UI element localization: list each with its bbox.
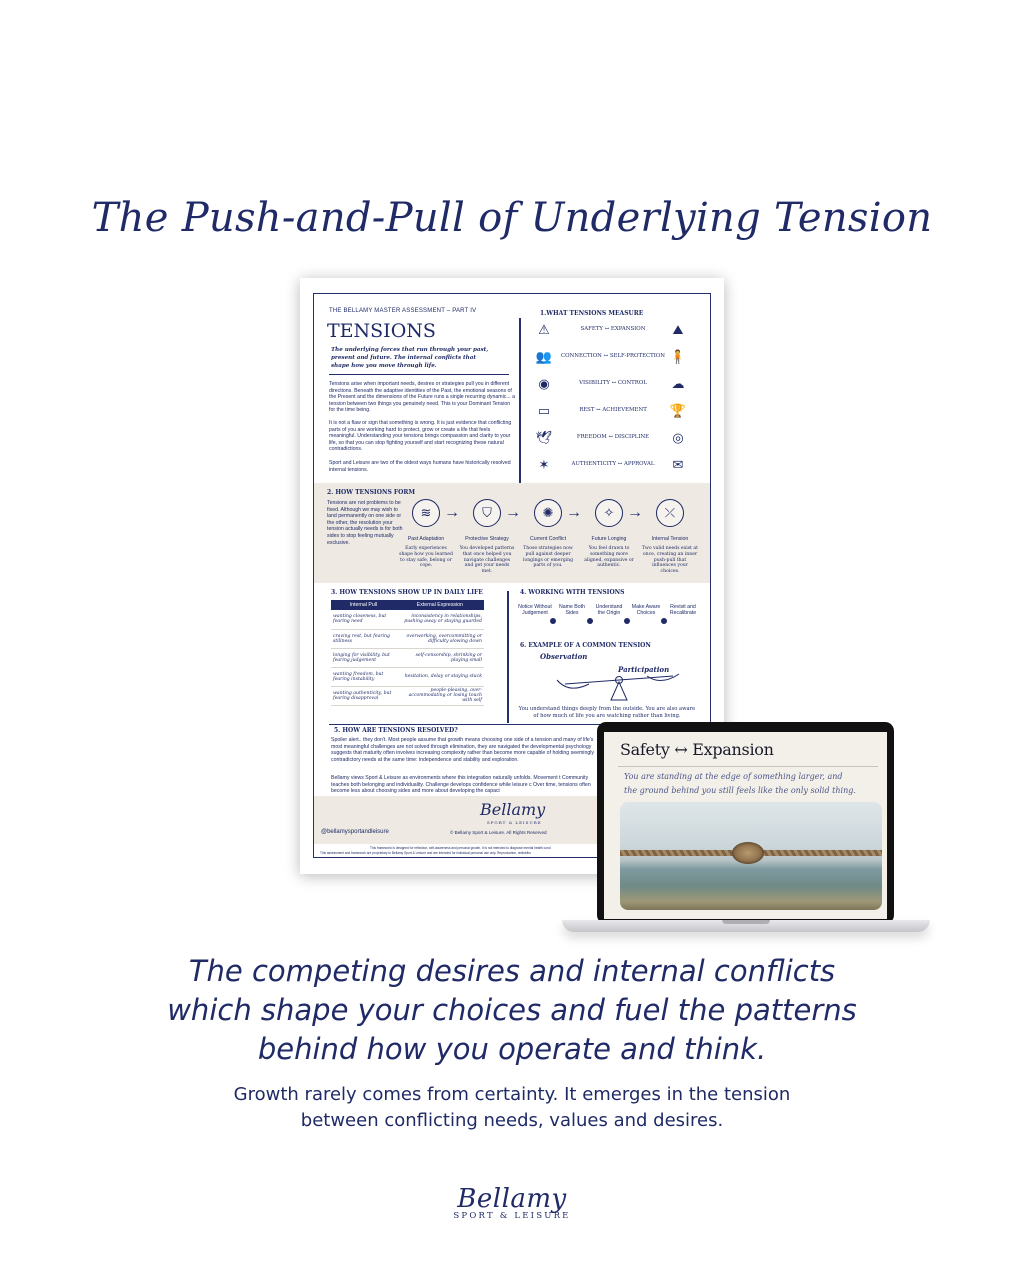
- step-dot: [661, 618, 667, 624]
- form-step-text: You developed patterns that once helped you navigate challenges and get your needs met.: [459, 546, 515, 575]
- tension-label: VISIBILITY ↔ CONTROL: [579, 380, 647, 386]
- section-2-text: Tensions are not problems to be fixed. Although we may wish to land permanently on one side or the other, the resolution your tension actually needs is for both sides to stop feeling mutually exclusive.: [327, 500, 403, 546]
- target-icon: ◎: [672, 430, 684, 445]
- form-step-label: Future Longing: [591, 536, 627, 542]
- internal-pull-cell: wanting authenticity, but fearing disapproval: [331, 686, 396, 705]
- footer-handle: @bellamysportandleisure: [321, 829, 389, 835]
- external-expression-cell: overworking, overcommitting or difficulty slowing down: [396, 629, 484, 648]
- people-icon: 👥: [535, 349, 553, 364]
- table-row: [331, 629, 484, 648]
- knot: [732, 842, 764, 864]
- disclaimer-1: This framework is designed for reflection, self-awareness and personal growth. It is not intended to diagnose mental health cond: [370, 846, 551, 850]
- rope-knot-photo: [620, 802, 882, 910]
- tagline-line-1: The competing desires and internal conflicts: [188, 954, 836, 988]
- external-expression-cell: inconsistency in relationships, pushing away or staying guarded: [396, 610, 484, 629]
- working-step: Make Aware Choices: [631, 604, 661, 617]
- step-dot: [624, 618, 630, 624]
- section-5-para-1: Spoiler alert.. they don't. Most people assume that growth means choosing one side of a tension and many of life's most meaningful challenges are not solved through elimination, they are navigated the developmental psychology suggests that maturity often involves increasing complexity rather than become more capable of holding seemingly contradictory needs at the same time: independence and stability and exploration.: [331, 737, 594, 763]
- person-icon: 🧍: [669, 349, 687, 364]
- screen-title: Safety ↔ Expansion: [620, 740, 774, 759]
- logo-sub: SPORT & LEISURE: [453, 1211, 571, 1221]
- warning-icon: ⚠: [538, 322, 550, 337]
- brain-icon: ☁: [671, 376, 685, 391]
- bird-icon: 🕊: [535, 430, 553, 445]
- footer-brand-sub: SPORT & LEISURE: [487, 820, 542, 825]
- table-header-internal: Internal Pull: [331, 600, 396, 610]
- form-step-text: You feel drawn to something more aligned, expansive or authentic.: [584, 546, 634, 569]
- eye-icon: ◉: [538, 376, 550, 391]
- footer-brand: Bellamy: [480, 800, 546, 819]
- logo-name: Bellamy: [457, 1184, 567, 1214]
- tension-label: AUTHENTICITY ↔ APPROVAL: [571, 461, 655, 467]
- scale-caption: You understand things deeply from the outside. You are also aware of how much of life you are watching rather than living.: [518, 706, 696, 719]
- star-icon: ✶: [538, 457, 550, 472]
- step-icon-4: ✧: [595, 499, 623, 527]
- arrow-right-icon: →: [505, 504, 521, 521]
- scale-left-label: Observation: [540, 652, 588, 661]
- form-step-label: Internal Tension: [651, 536, 689, 542]
- tagline-line-2: which shape your choices and fuel the patterns: [167, 993, 857, 1027]
- arrow-right-icon: →: [627, 504, 643, 521]
- tagline: [0, 952, 1024, 1069]
- step-icon-5: ⤫: [656, 499, 684, 527]
- internal-pull-cell: wanting closeness, but fearing need: [331, 610, 396, 629]
- doc-intro-2: present and future. The internal conflicts that: [331, 355, 476, 361]
- daily-life-table: [331, 600, 484, 706]
- screen-subtitle-line-2: the ground behind you still feels like the only solid thing.: [624, 786, 856, 795]
- laptop-notch: [722, 920, 770, 924]
- table-row: [331, 686, 484, 705]
- arrow-right-icon: →: [444, 504, 460, 521]
- support-line-1: Growth rarely comes from certainty. It emerges in the tension: [233, 1084, 791, 1105]
- arrow-right-icon: →: [566, 504, 582, 521]
- doc-intro-3: shape how you move through life.: [331, 363, 437, 369]
- screen-subtitle-line-1: You are standing at the edge of something larger, and: [624, 772, 843, 781]
- screen-subtitle: [624, 770, 874, 798]
- external-expression-cell: self-censorship, shrinking or playing small: [396, 648, 484, 667]
- section-1-title: 1.WHAT TENSIONS MEASURE: [540, 310, 644, 317]
- working-step: Understand the Origin: [595, 604, 623, 617]
- doc-title: TENSIONS: [327, 320, 436, 342]
- column-divider: [519, 318, 521, 484]
- tension-label: SAFETY ↔ EXPANSION: [580, 326, 646, 332]
- internal-pull-cell: longing for visibility, but fearing judgement: [331, 648, 396, 667]
- doc-intro-1: The underlying forces that run through your past,: [331, 347, 489, 353]
- form-step-label: Past Adaptation: [407, 536, 445, 542]
- form-step-label: Current Conflict: [529, 536, 567, 542]
- table-row: [331, 610, 484, 629]
- section-5-para-2: Bellamy views Sport & Leisure as environments where this integration naturally unfolds. Movement t Community teaches both belonging and individuality. Challenge develops confidence while leisure c Over time, tensions often become less about choosing sides and more about developing the capaci: [331, 775, 591, 795]
- tension-label: CONNECTION ↔ SELF-PROTECTION: [561, 353, 665, 359]
- doc-para-1: Tensions arise when important needs, desires or strategies pull you in different directions. Beneath the adaptive identities of the Past, the emotional seasons of the Present and the dimensions of the Future runs a single recurring dynamic... a tension between two things you genuinely need. This is your Dominant Tension for the time being.: [329, 381, 515, 414]
- step-dot: [550, 618, 556, 624]
- laptop-screen: [604, 732, 887, 919]
- support-line-2: between conflicting needs, values and desires.: [300, 1110, 724, 1131]
- doc-para-2: It is not a flaw or sign that something is wrong. It is just evidence that conflicting parts of you are working hard to protect, grow or create a life that feels meaningful. Understanding your tensions brings compassion and clarity to your life, so that you can stop fighting yourself and start recognizing these natural contradictions.: [329, 420, 512, 453]
- external-expression-cell: hesitation, delay or staying stuck: [396, 667, 484, 686]
- internal-pull-cell: craving rest, but fearing stillness: [331, 629, 396, 648]
- table-row: [331, 648, 484, 667]
- tension-label: FREEDOM ↔ DISCIPLINE: [576, 434, 650, 440]
- working-step: Notice Without Judgement: [518, 604, 552, 617]
- form-step-text: Those strategies now pull against deeper longings or emerging parts of you.: [522, 546, 574, 569]
- form-step-text: Two valid needs exist at once, creating an inner push-pull that influences your choices.: [642, 546, 698, 575]
- external-expression-cell: people-pleasing, over-accommodating or losing touch with self: [396, 686, 484, 705]
- brand-logo: [412, 1184, 612, 1221]
- doc-kicker: THE BELLAMY MASTER ASSESSMENT – PART IV: [329, 308, 477, 314]
- step-icon-3: ✺: [534, 499, 562, 527]
- step-dot: [587, 618, 593, 624]
- table-row: [331, 667, 484, 686]
- section-5-title: 5. HOW ARE TENSIONS RESOLVED?: [334, 727, 458, 734]
- column-divider-2: [507, 591, 509, 723]
- tension-label: REST ↔ ACHIEVEMENT: [579, 407, 647, 413]
- intro-divider: [329, 374, 509, 375]
- section-3-title: 3. HOW TENSIONS SHOW UP IN DAILY LIFE: [331, 589, 483, 596]
- screen-divider: [618, 766, 878, 767]
- tagline-line-3: behind how you operate and think.: [257, 1032, 767, 1066]
- form-step-label: Protective Strategy: [465, 536, 509, 542]
- disclaimer-2: This assessment and framework are proprietary to Bellamy Sport & Leisure and are intended for individual personal use only. Reproduction, redistribu: [320, 851, 531, 855]
- section-6-title: 6. EXAMPLE OF A COMMON TENSION: [520, 642, 651, 649]
- page-headline: The Push-and-Pull of Underlying Tension: [91, 195, 933, 241]
- section-2-title: 2. HOW TENSIONS FORM: [327, 489, 415, 496]
- section-4-title: 4. WORKING WITH TENSIONS: [520, 589, 625, 596]
- step-icon-1: ≋: [412, 499, 440, 527]
- scale-right-label: Participation: [618, 665, 670, 674]
- supporting-text: [0, 1082, 1024, 1134]
- form-step-text: Early experiences shape how you learned to stay safe, belong or cope.: [399, 546, 453, 569]
- pillow-icon: ▭: [537, 403, 551, 418]
- step-icon-2: ⛉: [473, 499, 501, 527]
- internal-pull-cell: wanting freedom, but fearing instability: [331, 667, 396, 686]
- table-header-external: External Expression: [396, 600, 484, 610]
- trophy-icon: 🏆: [669, 403, 687, 418]
- working-step: Revisit and Recalibrate: [669, 604, 697, 617]
- balance-scale-icon: [555, 670, 685, 704]
- doc-para-3: Sport and Leisure are two of the oldest ways humans have historically resolved internal tensions.: [329, 460, 511, 473]
- mountain-icon: ⛰: [672, 322, 684, 337]
- working-step: Name Both Sides: [559, 604, 585, 617]
- footer-copyright: © Bellamy Sport & Leisure. All Rights Reserved: [450, 830, 547, 835]
- stamp-icon: ✉: [672, 457, 684, 472]
